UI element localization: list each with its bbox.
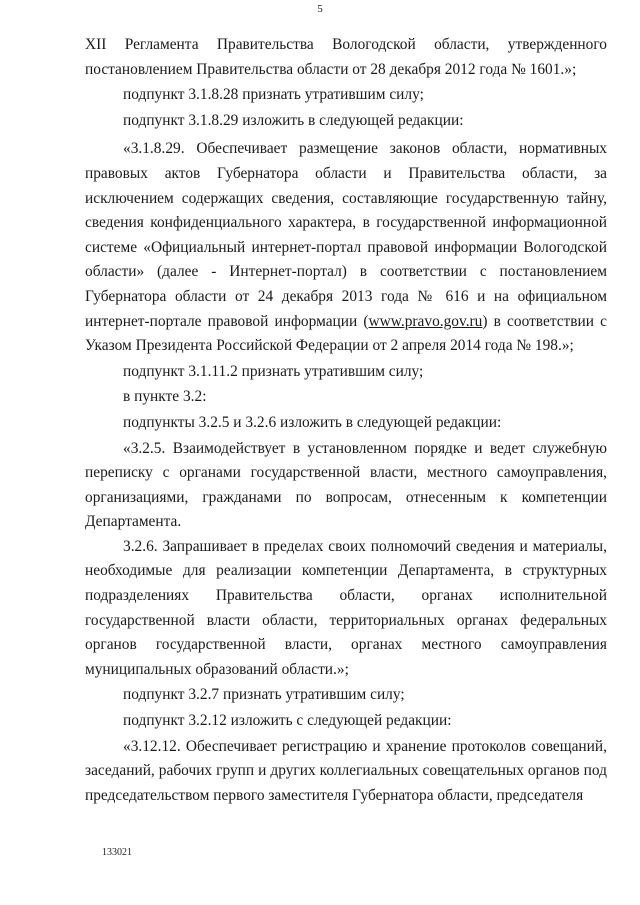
footer-code: 133021 xyxy=(102,847,132,858)
paragraph-8: «3.2.5. Взаимодействует в установленном порядке и ведет служебную переписку с органами государственной власти, местного самоуправления, организациями, гражданами по вопросам, отнесенным к компетенции Департамента. xyxy=(85,439,607,531)
document-body xyxy=(85,33,607,808)
paragraph-4-text-before: «3.1.8.29. Обеспечивает размещение законов области, нормативных правовых актов Губернатора области и Правительства области, за исключением содержащих сведения, составляющие государственную тайну, сведения конфиденциального характера, в государственной информационной системе «Официальный интернет-портал правовой информации Вологодской области» (далее - Интернет-портал) в соответствии с постановлением Губернатора области от 24 декабря 2013 года № 616 и на официальном интернет-портале правовой информации ( xyxy=(85,140,607,330)
paragraph-6: в пункте 3.2: xyxy=(123,388,207,406)
paragraph-5: подпункт 3.1.11.2 признать утратившим силу; xyxy=(123,362,424,380)
paragraph-10: подпункт 3.2.7 признать утратившим силу; xyxy=(123,686,405,704)
pravo-link[interactable]: www.pravo.gov.ru xyxy=(368,312,483,330)
paragraph-7: подпункты 3.2.5 и 3.2.6 изложить в следующей редакции: xyxy=(123,413,502,431)
paragraph-4-text-after: ) в соответствии с Указом Президента Российской Федерации от 2 апреля 2014 года № 198.»; xyxy=(85,312,608,355)
paragraph-3: подпункт 3.1.8.29 изложить в следующей редакции: xyxy=(123,111,464,129)
paragraph-11: подпункт 3.2.12 изложить с следующей редакции: xyxy=(123,712,452,730)
paragraph-4 xyxy=(85,137,607,358)
page-number: 5 xyxy=(317,3,323,15)
paragraph-2: подпункт 3.1.8.28 признать утратившим силу; xyxy=(123,86,424,104)
paragraph-12: «3.12.12. Обеспечивает регистрацию и хранение протоколов совещаний, заседаний, рабочих групп и других коллегиальных совещательных органов под председательством первого заместителя Губернатора области, председателя xyxy=(85,737,607,804)
paragraph-9: 3.2.6. Запрашивает в пределах своих полномочий сведения и материалы, необходимые для реализации компетенции Департамента, в структурных подразделениях Правительства области, органах исполнительной государственной власти области, территориальных органах федеральных органов государственной власти, органах местного самоуправления муниципальных образований области.»; xyxy=(85,537,607,678)
paragraph-1: XII Регламента Правительства Вологодской области, утвержденного постановлением Правительства области от 28 декабря 2012 года № 1601.»; xyxy=(85,36,607,78)
